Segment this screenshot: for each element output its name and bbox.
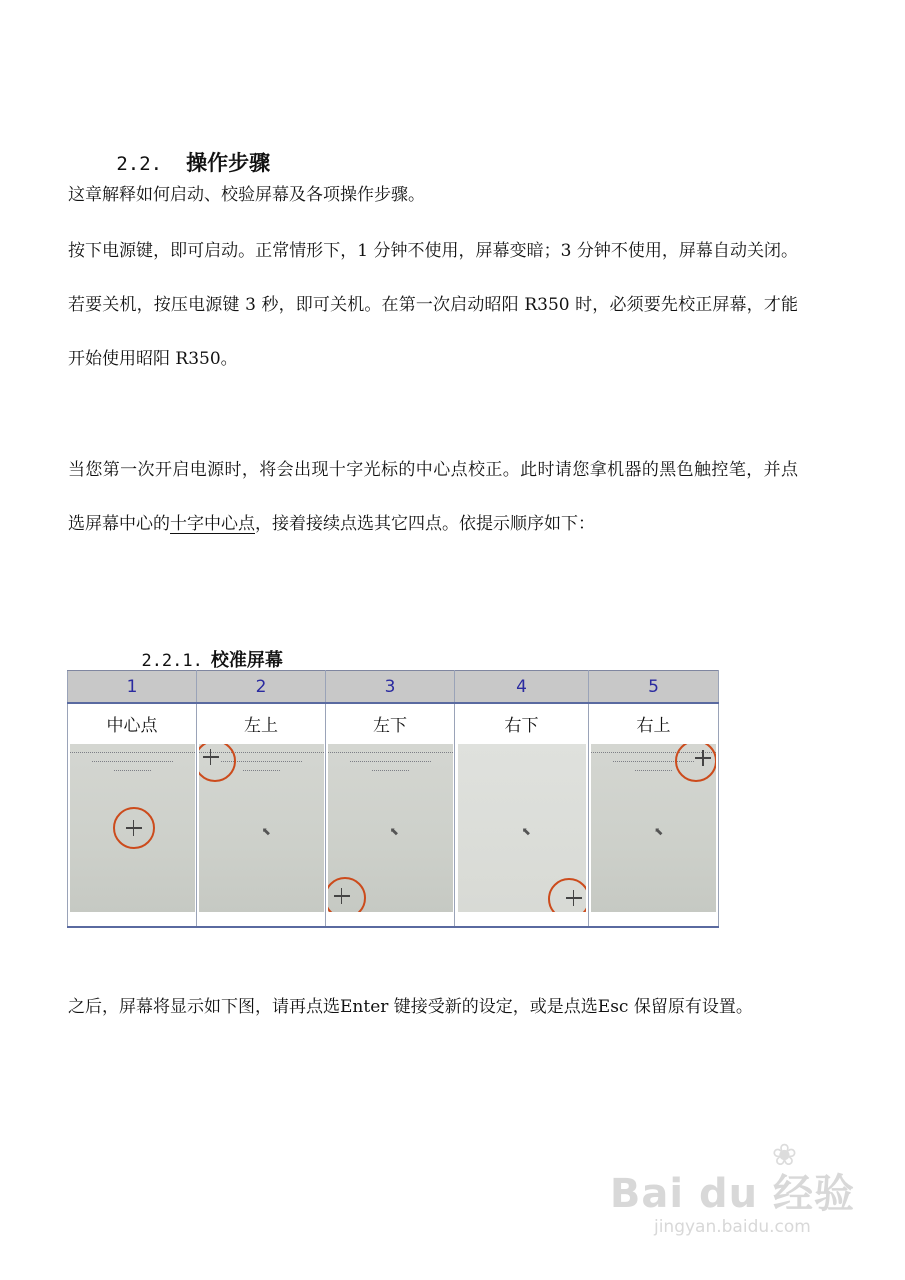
step-number: 5 [589,671,719,704]
subsection-title: 校准屏幕 [210,650,283,671]
subsection-number: 2.2.1. [141,651,203,671]
calibration-screen-photo [458,744,586,912]
calibration-steps-table [67,670,719,928]
step-number: 3 [326,671,455,704]
cursor-arrow-icon: ⬉ [261,825,271,838]
highlight-circle [675,744,716,782]
cursor-arrow-icon: ⬉ [521,825,531,838]
step-label: 中心点 [68,703,197,742]
calibration-underlined: 十字中心点 [170,514,255,534]
highlight-circle [199,744,236,782]
calibration-text-before: 当您第一次开启电源时，将会出现十字光标的中心点校正。此时请您拿机器的黑色触控笔，并点选屏幕中心的 [68,460,798,534]
calibration-screen-photo [591,744,716,912]
watermark-url: jingyan.baidu.com [653,1217,811,1237]
section-title: 操作步骤 [186,151,271,175]
step-number: 4 [455,671,589,704]
confirm-paragraph: 之后，屏幕将显示如下图，请再点选Enter 键接受新的设定，或是点选Esc 保留原有设置。 [68,997,753,1017]
step-label: 右下 [455,703,589,742]
highlight-circle [113,807,155,849]
highlight-circle [328,877,366,912]
step-photo-center [68,742,197,927]
calibration-paragraph [68,443,798,551]
baidu-paw-icon: ❀ [771,1138,797,1173]
step-label: 左下 [326,703,455,742]
step-number: 1 [68,671,197,704]
step-photo-top-right [589,742,719,927]
section-number: 2.2. [116,153,163,175]
highlight-circle [548,878,586,912]
calibration-screen-photo [70,744,195,912]
step-photo-bottom-left [326,742,455,927]
step-label: 右上 [589,703,719,742]
step-number: 2 [197,671,326,704]
watermark-brand: Bai du 经验 [609,1171,855,1217]
cursor-arrow-icon: ⬉ [654,825,664,838]
step-photo-top-left [197,742,326,927]
step-photo-bottom-right [455,742,589,927]
cursor-arrow-icon: ⬉ [389,825,399,838]
power-paragraph: 按下电源键，即可启动。正常情形下，1 分钟不使用，屏幕变暗；3 分钟不使用，屏幕自动关闭。若要关机，按压电源键 3 秒，即可关机。在第一次启动昭阳 R350 时，必须要先校正屏幕，才能开始使用昭阳 R350。 [68,241,798,369]
calibration-text-after: ，接着接续点选其它四点。依提示顺序如下： [255,514,595,534]
calibration-screen-photo [199,744,324,912]
step-label: 左上 [197,703,326,742]
intro-paragraph: 这章解释如何启动、校验屏幕及各项操作步骤。 [68,185,425,205]
calibration-screen-photo [328,744,453,912]
watermark [610,1162,855,1237]
subsection-heading [130,625,283,672]
